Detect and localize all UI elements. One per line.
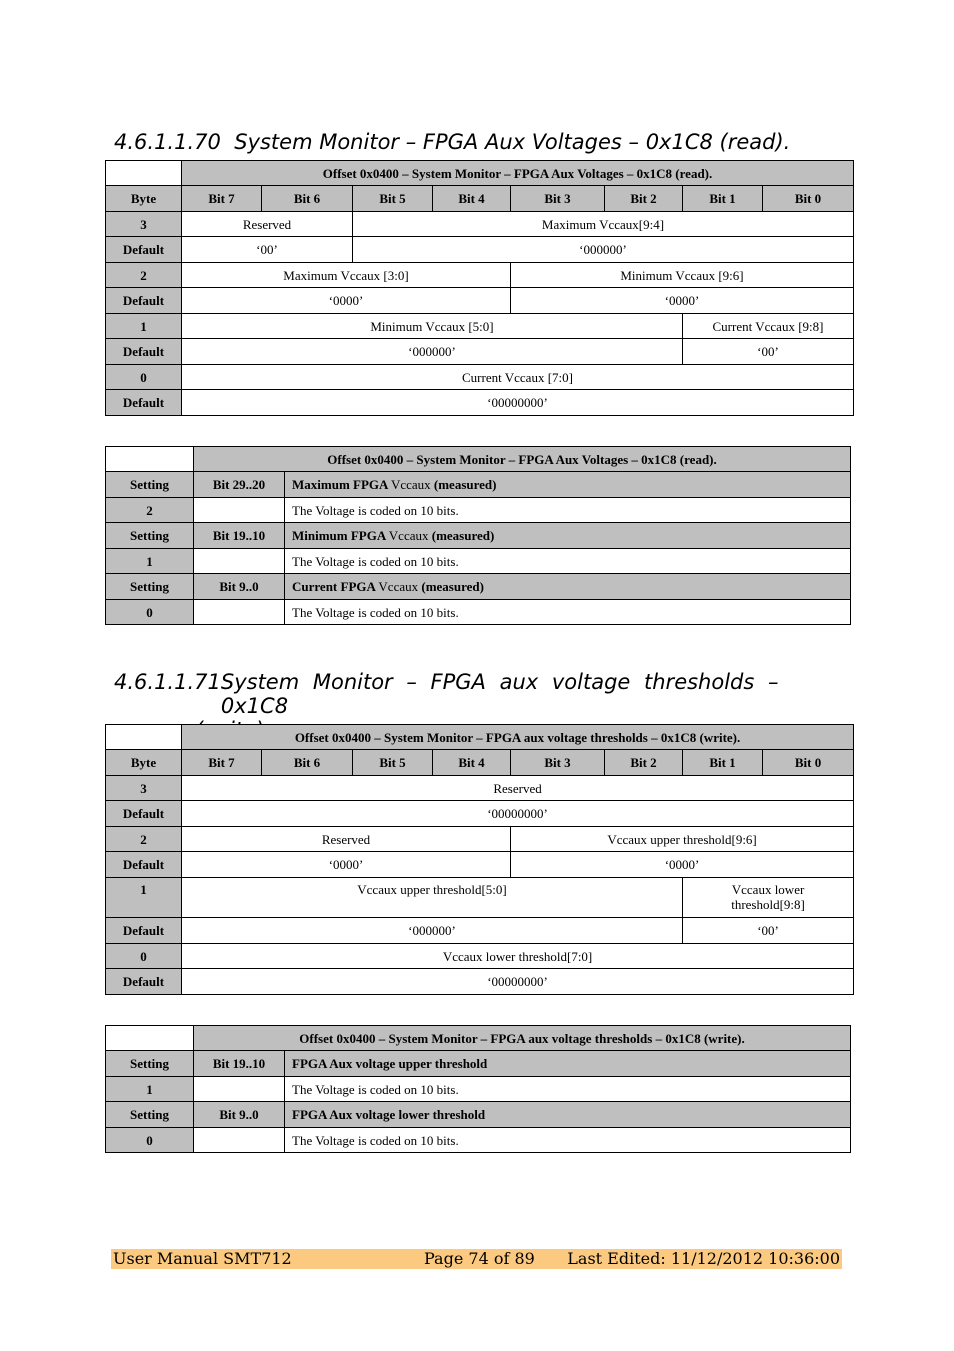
bit-range: Bit 29..20 xyxy=(194,472,285,498)
field-cell: Reserved xyxy=(182,776,854,801)
setting-description: The Voltage is coded on 10 bits. xyxy=(285,1077,851,1102)
empty-cell xyxy=(194,549,285,574)
setting-description: The Voltage is coded on 10 bits. xyxy=(285,498,851,523)
header-bit1: Bit 1 xyxy=(683,750,763,776)
corner-cell xyxy=(106,447,194,472)
register-table-write xyxy=(105,724,854,995)
corner-cell xyxy=(106,161,182,186)
default-cell: ‘00000000’ xyxy=(182,969,854,995)
header-byte: Byte xyxy=(106,750,182,776)
section-heading-70 xyxy=(114,130,854,154)
field-cell: Reserved xyxy=(182,212,353,237)
row-label: 3 xyxy=(106,776,182,801)
bit-range: Bit 9..0 xyxy=(194,1102,285,1128)
corner-cell xyxy=(106,1026,194,1051)
default-cell: ‘0000’ xyxy=(182,288,511,314)
table-caption: Offset 0x0400 – System Monitor – FPGA Aux Voltages – 0x1C8 (read). xyxy=(182,161,854,186)
setting-description: The Voltage is coded on 10 bits. xyxy=(285,549,851,574)
default-cell: ‘0000’ xyxy=(511,288,854,314)
settings-table-read xyxy=(105,446,851,625)
table-caption: Offset 0x0400 – System Monitor – FPGA aux voltage thresholds – 0x1C8 (write). xyxy=(182,725,854,750)
bit-range: Bit 19..10 xyxy=(194,1051,285,1077)
header-bit7: Bit 7 xyxy=(182,750,262,776)
default-cell: ‘00’ xyxy=(182,237,353,263)
row-label: 0 xyxy=(106,365,182,390)
setting-description: The Voltage is coded on 10 bits. xyxy=(285,600,851,625)
default-cell: ‘00’ xyxy=(683,918,854,944)
field-cell: Reserved xyxy=(182,827,511,852)
setting-title: Minimum FPGA Vccaux (measured) xyxy=(285,523,851,549)
row-label: 2 xyxy=(106,827,182,852)
bit-range: Bit 19..10 xyxy=(194,523,285,549)
empty-cell xyxy=(194,1077,285,1102)
row-label: Default xyxy=(106,852,182,878)
field-cell: Maximum Vccaux [3:0] xyxy=(182,263,511,288)
default-cell: ‘0000’ xyxy=(511,852,854,878)
field-cell: Minimum Vccaux [5:0] xyxy=(182,314,683,339)
section-number: 4.6.1.1.70 xyxy=(114,130,221,154)
header-bit5: Bit 5 xyxy=(353,750,433,776)
header-bit6: Bit 6 xyxy=(262,750,353,776)
section-title: System Monitor – FPGA aux voltage thresholds – 0x1C8 xyxy=(220,670,779,718)
header-bit4: Bit 4 xyxy=(433,186,511,212)
setting-label: Setting xyxy=(106,472,194,498)
empty-cell xyxy=(194,600,285,625)
header-bit0: Bit 0 xyxy=(763,750,854,776)
setting-description: The Voltage is coded on 10 bits. xyxy=(285,1128,851,1153)
row-label: Default xyxy=(106,801,182,827)
setting-label: Setting xyxy=(106,574,194,600)
table-caption: Offset 0x0400 – System Monitor – FPGA Aux Voltages – 0x1C8 (read). xyxy=(194,447,851,472)
default-cell: ‘00000000’ xyxy=(182,801,854,827)
default-cell: ‘000000’ xyxy=(182,339,683,365)
field-cell: Vccaux lower threshold[7:0] xyxy=(182,944,854,969)
setting-value: 1 xyxy=(106,1077,194,1102)
setting-title: FPGA Aux voltage upper threshold xyxy=(285,1051,851,1077)
field-cell: Maximum Vccaux[9:4] xyxy=(353,212,854,237)
setting-label: Setting xyxy=(106,1051,194,1077)
setting-value: 0 xyxy=(106,600,194,625)
row-label: Default xyxy=(106,339,182,365)
row-label: 2 xyxy=(106,263,182,288)
header-bit3: Bit 3 xyxy=(511,750,605,776)
field-cell: Minimum Vccaux [9:6] xyxy=(511,263,854,288)
field-cell: Vccaux lower threshold[9:8] xyxy=(683,878,854,918)
default-cell: ‘00’ xyxy=(683,339,854,365)
header-byte: Byte xyxy=(106,186,182,212)
row-label: Default xyxy=(106,969,182,995)
setting-value: 1 xyxy=(106,549,194,574)
register-table-read xyxy=(105,160,854,416)
header-bit0: Bit 0 xyxy=(763,186,854,212)
field-cell: Current Vccaux [7:0] xyxy=(182,365,854,390)
row-label: Default xyxy=(106,288,182,314)
footer-page-number: Page 74 of 89 xyxy=(424,1249,535,1268)
field-cell: Current Vccaux [9:8] xyxy=(683,314,854,339)
setting-label: Setting xyxy=(106,1102,194,1128)
header-bit6: Bit 6 xyxy=(262,186,353,212)
section-number: 4.6.1.1.71 xyxy=(114,670,221,694)
header-bit4: Bit 4 xyxy=(433,750,511,776)
row-label: Default xyxy=(106,918,182,944)
default-cell: ‘0000’ xyxy=(182,852,511,878)
setting-title: Current FPGA Vccaux (measured) xyxy=(285,574,851,600)
table-caption: Offset 0x0400 – System Monitor – FPGA aux voltage thresholds – 0x1C8 (write). xyxy=(194,1026,851,1051)
setting-value: 2 xyxy=(106,498,194,523)
row-label: 1 xyxy=(106,314,182,339)
corner-cell xyxy=(106,725,182,750)
default-cell: ‘000000’ xyxy=(353,237,854,263)
footer-manual-name: User Manual SMT712 xyxy=(113,1249,292,1268)
header-bit2: Bit 2 xyxy=(605,186,683,212)
row-label: Default xyxy=(106,237,182,263)
field-cell: Vccaux upper threshold[5:0] xyxy=(182,878,683,918)
header-bit7: Bit 7 xyxy=(182,186,262,212)
setting-label: Setting xyxy=(106,523,194,549)
default-cell: ‘000000’ xyxy=(182,918,683,944)
empty-cell xyxy=(194,1128,285,1153)
row-label: 1 xyxy=(106,878,182,918)
header-bit5: Bit 5 xyxy=(353,186,433,212)
empty-cell xyxy=(194,498,285,523)
row-label: 3 xyxy=(106,212,182,237)
bit-range: Bit 9..0 xyxy=(194,574,285,600)
row-label: Default xyxy=(106,390,182,416)
page-footer xyxy=(111,1249,842,1269)
field-cell: Vccaux upper threshold[9:6] xyxy=(511,827,854,852)
row-label: 0 xyxy=(106,944,182,969)
section-title: System Monitor – FPGA Aux Voltages – 0x1C8 (read). xyxy=(234,130,791,154)
default-cell: ‘00000000’ xyxy=(182,390,854,416)
header-bit1: Bit 1 xyxy=(683,186,763,212)
setting-title: Maximum FPGA Vccaux (measured) xyxy=(285,472,851,498)
setting-title: FPGA Aux voltage lower threshold xyxy=(285,1102,851,1128)
header-bit2: Bit 2 xyxy=(605,750,683,776)
settings-table-write xyxy=(105,1025,851,1153)
setting-value: 0 xyxy=(106,1128,194,1153)
header-bit3: Bit 3 xyxy=(511,186,605,212)
footer-last-edited: Last Edited: 11/12/2012 10:36:00 xyxy=(567,1249,840,1268)
